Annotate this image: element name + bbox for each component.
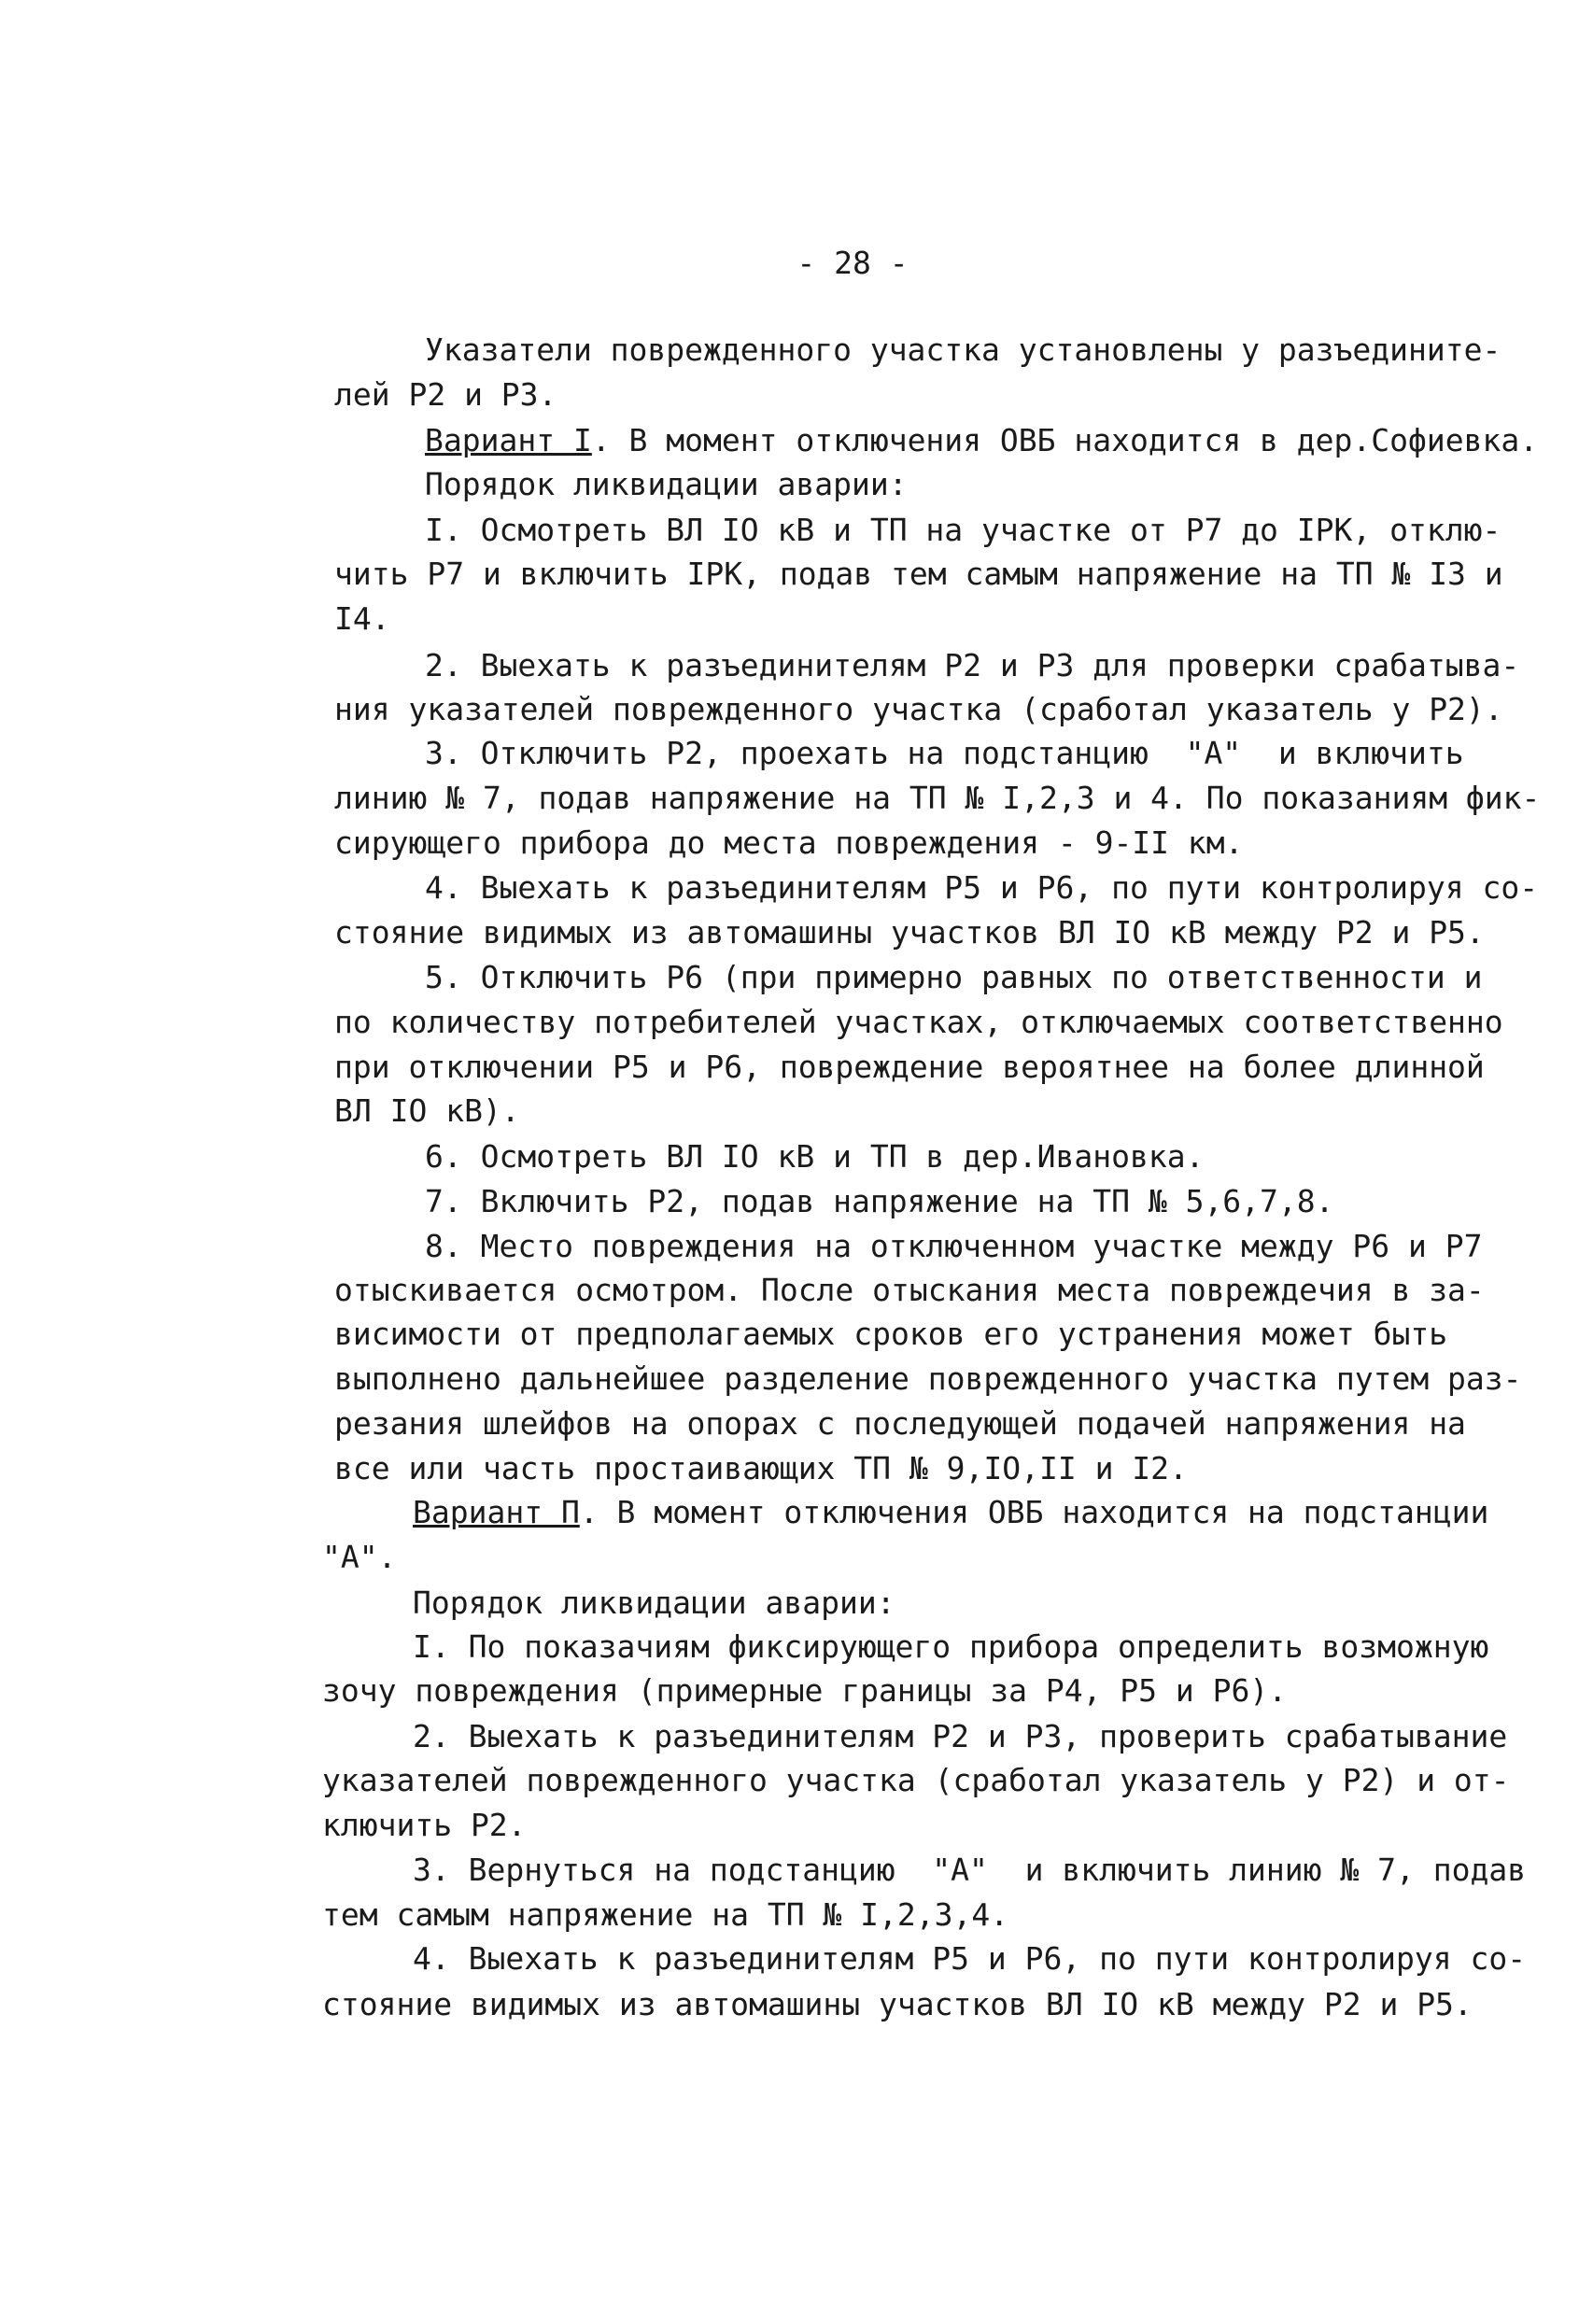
text-line: указателей поврежденного участка (сработал указатель у Р2) и от- (322, 1762, 1510, 1798)
text-line: I. По показачиям фиксирующего прибора определить возможную (413, 1628, 1489, 1665)
text-line: Указатели поврежденного участка установлены у разъедините- (425, 331, 1501, 368)
text-line: все или часть простаивающих ТП № 9,IO,II и I2. (334, 1450, 1188, 1486)
text-line: резания шлейфов на опорах с последующей подачей напряжения на (334, 1405, 1466, 1442)
text-line: стояние видимых из автомашины участков ВЛ IO кВ между Р2 и Р5. (334, 914, 1485, 951)
text-line: зочу повреждения (примерные границы за Р4, Р5 и Р6). (322, 1672, 1288, 1709)
text-line: линию № 7, подав напряжение на ТП № I,2,3 и 4. По показаниям фик- (334, 780, 1541, 816)
text-line: при отключении Р5 и Р6, повреждение вероятнее на более длинной (334, 1049, 1485, 1085)
text-line: чить Р7 и включить IРК, подав тем самым напряжение на ТП № I3 и (334, 556, 1503, 592)
variant-heading: Вариант П (413, 1494, 580, 1530)
text-line (413, 1494, 1489, 1530)
text-line: 4. Выехать к разъединителям Р5 и Р6, по пути контролируя со- (413, 1940, 1527, 1977)
text-line: стояние видимых из автомашины участков ВЛ IO кВ между Р2 и Р5. (322, 1986, 1473, 2022)
variant-heading: Вариант I (425, 422, 592, 458)
text-line: отыскивается осмотром. После отыскания места повреждечия в за- (334, 1272, 1485, 1308)
text-line: 3. Отключить Р2, проехать на подстанцию "А" и включить (425, 735, 1464, 771)
text-line: висимости от предполагаемых сроков его устранения может быть (334, 1316, 1448, 1352)
text-line: 4. Выехать к разъединителям Р5 и Р6, по пути контролируя со- (425, 869, 1539, 906)
text-line: по количеству потребителей участках, отключаемых соответственно (334, 1004, 1503, 1040)
text-line: выполнено дальнейшее разделение поврежденного участка путем раз- (334, 1360, 1522, 1397)
text-line: 8. Место повреждения на отключенном участке между Р6 и Р7 (425, 1228, 1483, 1264)
text-line: 2. Выехать к разъединителям Р2 и Р3 для проверки срабатыва- (425, 647, 1520, 683)
text-line: ния указателей поврежденного участка (сработал указатель у Р2). (334, 691, 1503, 727)
text-line: "А". (322, 1539, 397, 1575)
text-line-rest: . В момент отключения ОВБ находится на подстанции (579, 1494, 1489, 1530)
text-line: 2. Выехать к разъединителям Р2 и Р3, проверить срабатывание (413, 1718, 1508, 1754)
text-line: Порядок ликвидации аварии: (425, 466, 908, 502)
text-line: лей Р2 и Р3. (334, 376, 557, 413)
text-line: I. Осмотреть ВЛ IO кВ и ТП на участке от Р7 до IРК, отклю- (425, 512, 1501, 548)
text-line: ключить Р2. (322, 1807, 527, 1843)
text-line: I4. (334, 600, 390, 637)
text-line: тем самым напряжение на ТП № I,2,3,4. (322, 1896, 1009, 1933)
text-line (425, 422, 1539, 458)
text-line: 3. Вернуться на подстанцию "А" и включить линию № 7, подав (413, 1852, 1527, 1888)
text-line: 6. Осмотреть ВЛ IO кВ и ТП в дер.Ивановка. (425, 1138, 1205, 1175)
text-line: 7. Включить Р2, подав напряжение на ТП № 5,6,7,8. (425, 1183, 1334, 1219)
text-line: Порядок ликвидации аварии: (413, 1585, 895, 1621)
text-line: 5. Отключить Р6 (при примерно равных по ответственности и (425, 959, 1483, 995)
text-line: ВЛ IO кВ). (334, 1092, 520, 1129)
text-line: сирующего прибора до места повреждения - 9-II км. (334, 824, 1244, 861)
text-line-rest: . В момент отключения ОВБ находится в дер.Софиевка. (591, 422, 1539, 458)
page-number: - 28 - (796, 245, 909, 281)
